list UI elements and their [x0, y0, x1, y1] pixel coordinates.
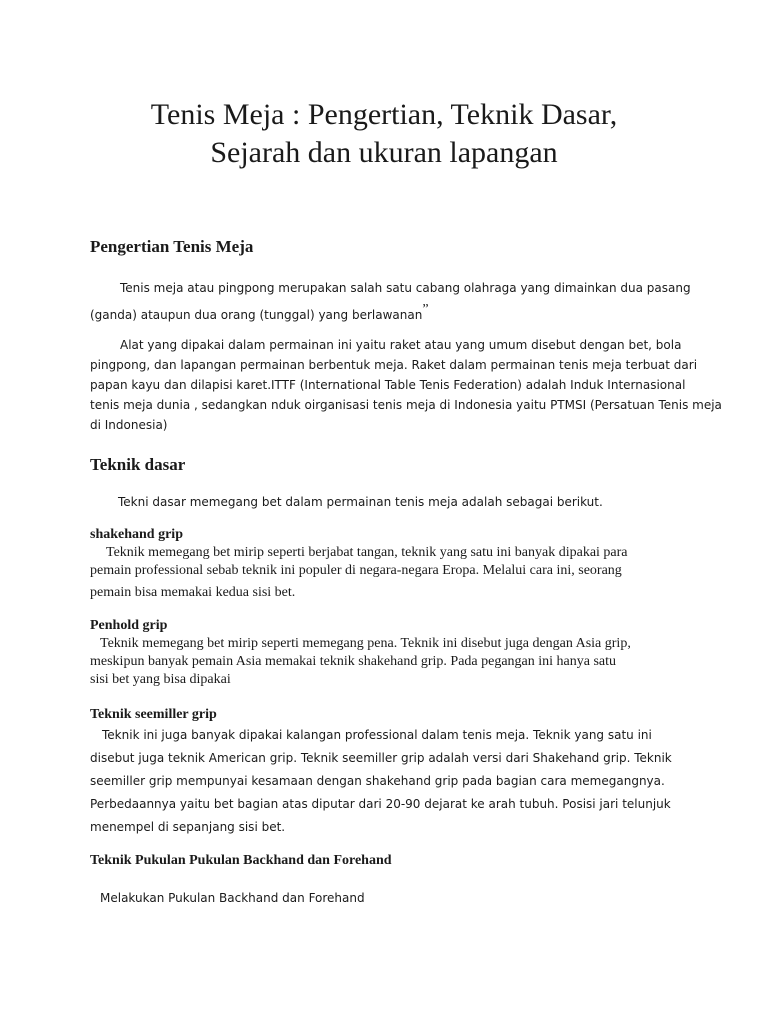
paragraph-line: seemiller grip mempunyai kesamaan dengan shakehand grip pada bagian cara memegangnya.	[90, 774, 665, 788]
paragraph-line: disebut juga teknik American grip. Teknik seemiller grip adalah versi dari Shakehand grip. Teknik	[90, 751, 672, 765]
paragraph-line: meskipun banyak pemain Asia memakai teknik shakehand grip. Pada pegangan ini hanya satu	[90, 654, 617, 669]
paragraph-line: pingpong, dan lapangan permainan berbentuk meja. Raket dalam permainan tenis meja terbuat dari	[90, 358, 698, 372]
paragraph-line: Perbedaannya yaitu bet bagian atas diputar dari 20-90 dejarat ke arah tubuh. Posisi jari telunjuk	[90, 797, 671, 811]
title-line-1: Tenis Meja : Pengertian, Teknik Dasar,	[150, 98, 618, 131]
paragraph-line: Tenis meja atau pingpong merupakan salah satu cabang olahraga yang dimainkan dua pasang	[120, 281, 691, 295]
paragraph-shakehand	[90, 544, 690, 602]
paragraph-line: Teknik memegang bet mirip seperti memegang pena. Teknik ini disebut juga dengan Asia grip,	[100, 636, 631, 651]
paragraph-penhold	[90, 635, 690, 689]
paragraph-teknik-dasar: Tekni dasar memegang bet dalam permainan tenis meja adalah sebagai berikut.	[118, 495, 603, 509]
paragraph-line: menempel di sepanjang sisi bet.	[90, 820, 286, 834]
title-line-2: Sejarah dan ukuran lapangan	[210, 136, 558, 169]
paragraph-pengertian-1	[90, 277, 690, 326]
paragraph-line: papan kayu dan dilapisi karet.ITTF (International Table Tenis Federation) adalah Induk Internasional	[90, 378, 686, 392]
heading-seemiller-grip: Teknik seemiller grip	[90, 707, 217, 722]
paragraph-text: (ganda) ataupun dua orang (tunggal) yang berlawanan	[90, 308, 423, 322]
paragraph-seemiller	[90, 724, 690, 839]
paragraph-pukulan: Melakukan Pukulan Backhand dan Forehand	[100, 891, 365, 905]
heading-penhold-grip: Penhold grip	[90, 618, 168, 633]
paragraph-line: di Indonesia)	[90, 418, 168, 432]
heading-pengertian: Pengertian Tenis Meja	[90, 237, 254, 256]
paragraph-line: tenis meja dunia , sedangkan nduk oirganisasi tenis meja di Indonesia yaitu PTMSI (Persatuan Tenis meja	[90, 398, 722, 412]
heading-teknik-pukulan: Teknik Pukulan Pukulan Backhand dan Forehand	[90, 853, 392, 868]
paragraph-line: Teknik memegang bet mirip seperti berjabat tangan, teknik yang satu ini banyak dipakai para	[106, 545, 628, 560]
paragraph-line: pemain professional sebab teknik ini populer di negara-negara Eropa. Melalui cara ini, seorang	[90, 563, 622, 578]
paragraph-line	[90, 299, 690, 326]
heading-shakehand-grip: shakehand grip	[90, 527, 183, 542]
paragraph-line: Teknik ini juga banyak dipakai kalangan professional dalam tenis meja. Teknik yang satu ini	[102, 728, 652, 742]
paragraph-line: pemain bisa memakai kedua sisi bet.	[90, 585, 296, 600]
heading-teknik-dasar: Teknik dasar	[90, 455, 186, 474]
page-title	[0, 96, 768, 172]
paragraph-line: Alat yang dipakai dalam permainan ini yaitu raket atau yang umum disebut dengan bet, bola	[120, 338, 682, 352]
closing-quote: ”	[422, 302, 429, 317]
paragraph-pengertian-2	[90, 335, 722, 435]
paragraph-line: sisi bet yang bisa dipakai	[90, 672, 231, 687]
